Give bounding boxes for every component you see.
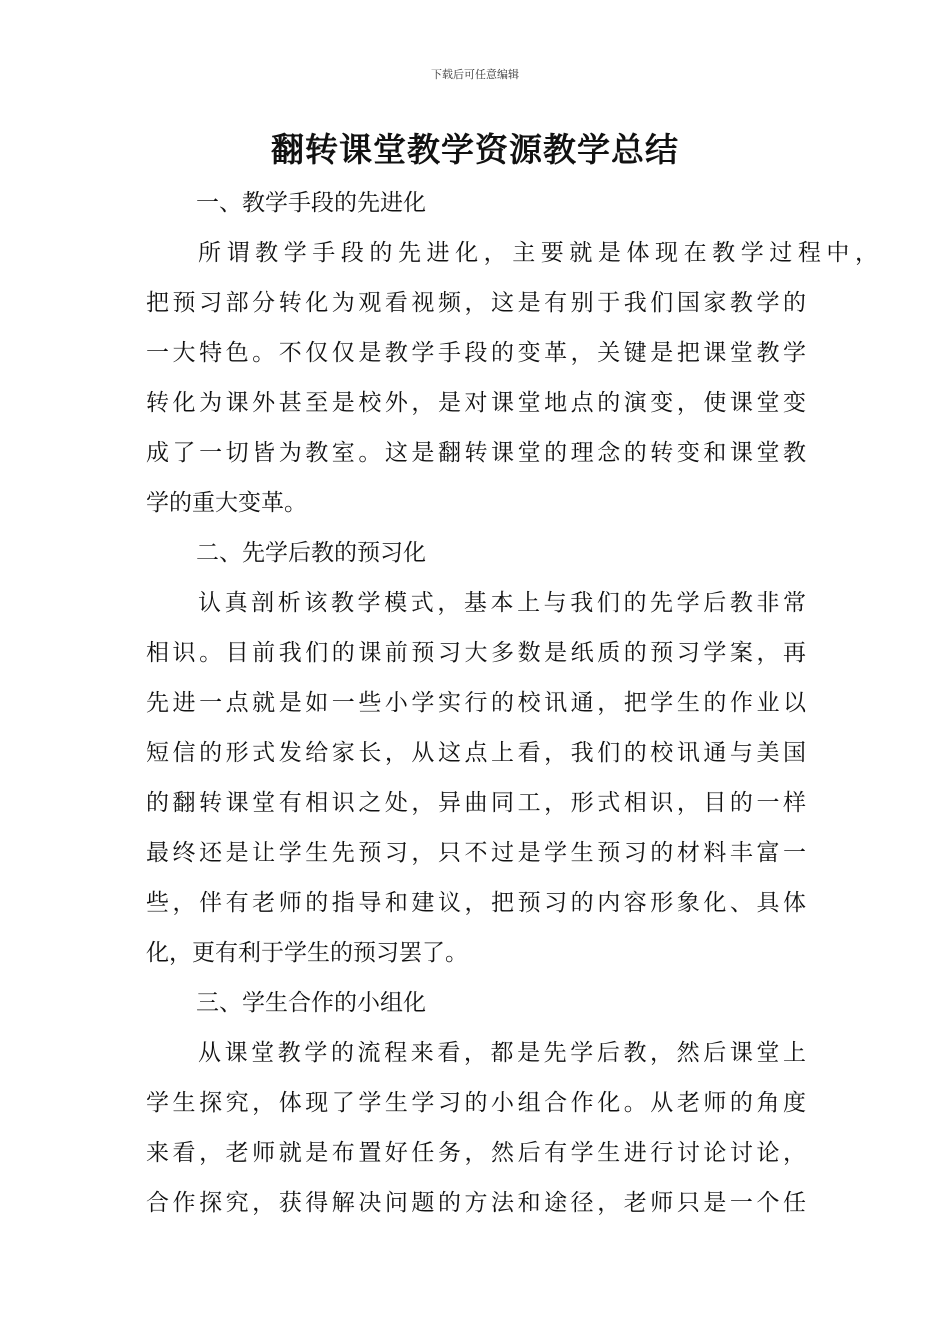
document-body xyxy=(146,178,878,1228)
paragraph-line: 从课堂教学的流程来看，都是先学后教，然后课堂上 xyxy=(198,1040,806,1066)
paragraph-line: 来看，老师就是布置好任务，然后有学生进行讨论讨论， xyxy=(146,1140,806,1166)
section-heading-3: 三、学生合作的小组化 xyxy=(196,990,426,1016)
paragraph-line: 相识。目前我们的课前预习大多数是纸质的预习学案，再 xyxy=(146,640,806,666)
paragraph-line: 最终还是让学生先预习，只不过是学生预习的材料丰富一 xyxy=(146,840,806,866)
paragraph-line: 化，更有利于学生的预习罢了。 xyxy=(146,940,468,966)
header-note: 下载后可任意编辑 xyxy=(431,68,519,81)
paragraph-line: 一大特色。不仅仅是教学手段的变革，关键是把课堂教学 xyxy=(146,340,806,366)
document-title: 翻转课堂教学资源教学总结 xyxy=(271,130,679,169)
section-heading-2: 二、先学后教的预习化 xyxy=(196,540,426,566)
paragraph-line: 所谓教学手段的先进化，主要就是体现在教学过程中， xyxy=(198,240,878,266)
paragraph-line: 把预习部分转化为观看视频，这是有别于我们国家教学的 xyxy=(146,290,806,316)
paragraph-line: 转化为课外甚至是校外，是对课堂地点的演变，使课堂变 xyxy=(146,390,806,416)
paragraph-line: 先进一点就是如一些小学实行的校讯通，把学生的作业以 xyxy=(146,690,806,716)
paragraph-line: 成了一切皆为教室。这是翻转课堂的理念的转变和课堂教 xyxy=(146,440,806,466)
paragraph-line: 短信的形式发给家长，从这点上看，我们的校讯通与美国 xyxy=(146,740,806,766)
paragraph-line: 的翻转课堂有相识之处，异曲同工，形式相识，目的一样 xyxy=(146,790,806,816)
paragraph-line: 学的重大变革。 xyxy=(146,490,307,516)
paragraph-line: 学生探究，体现了学生学习的小组合作化。从老师的角度 xyxy=(146,1090,806,1116)
paragraph-line: 认真剖析该教学模式，基本上与我们的先学后教非常 xyxy=(198,590,806,616)
paragraph-line: 合作探究，获得解决问题的方法和途径，老师只是一个任 xyxy=(146,1190,806,1216)
paragraph-line: 些，伴有老师的指导和建议，把预习的内容形象化、具体 xyxy=(146,890,806,916)
section-heading-1: 一、教学手段的先进化 xyxy=(196,190,426,216)
